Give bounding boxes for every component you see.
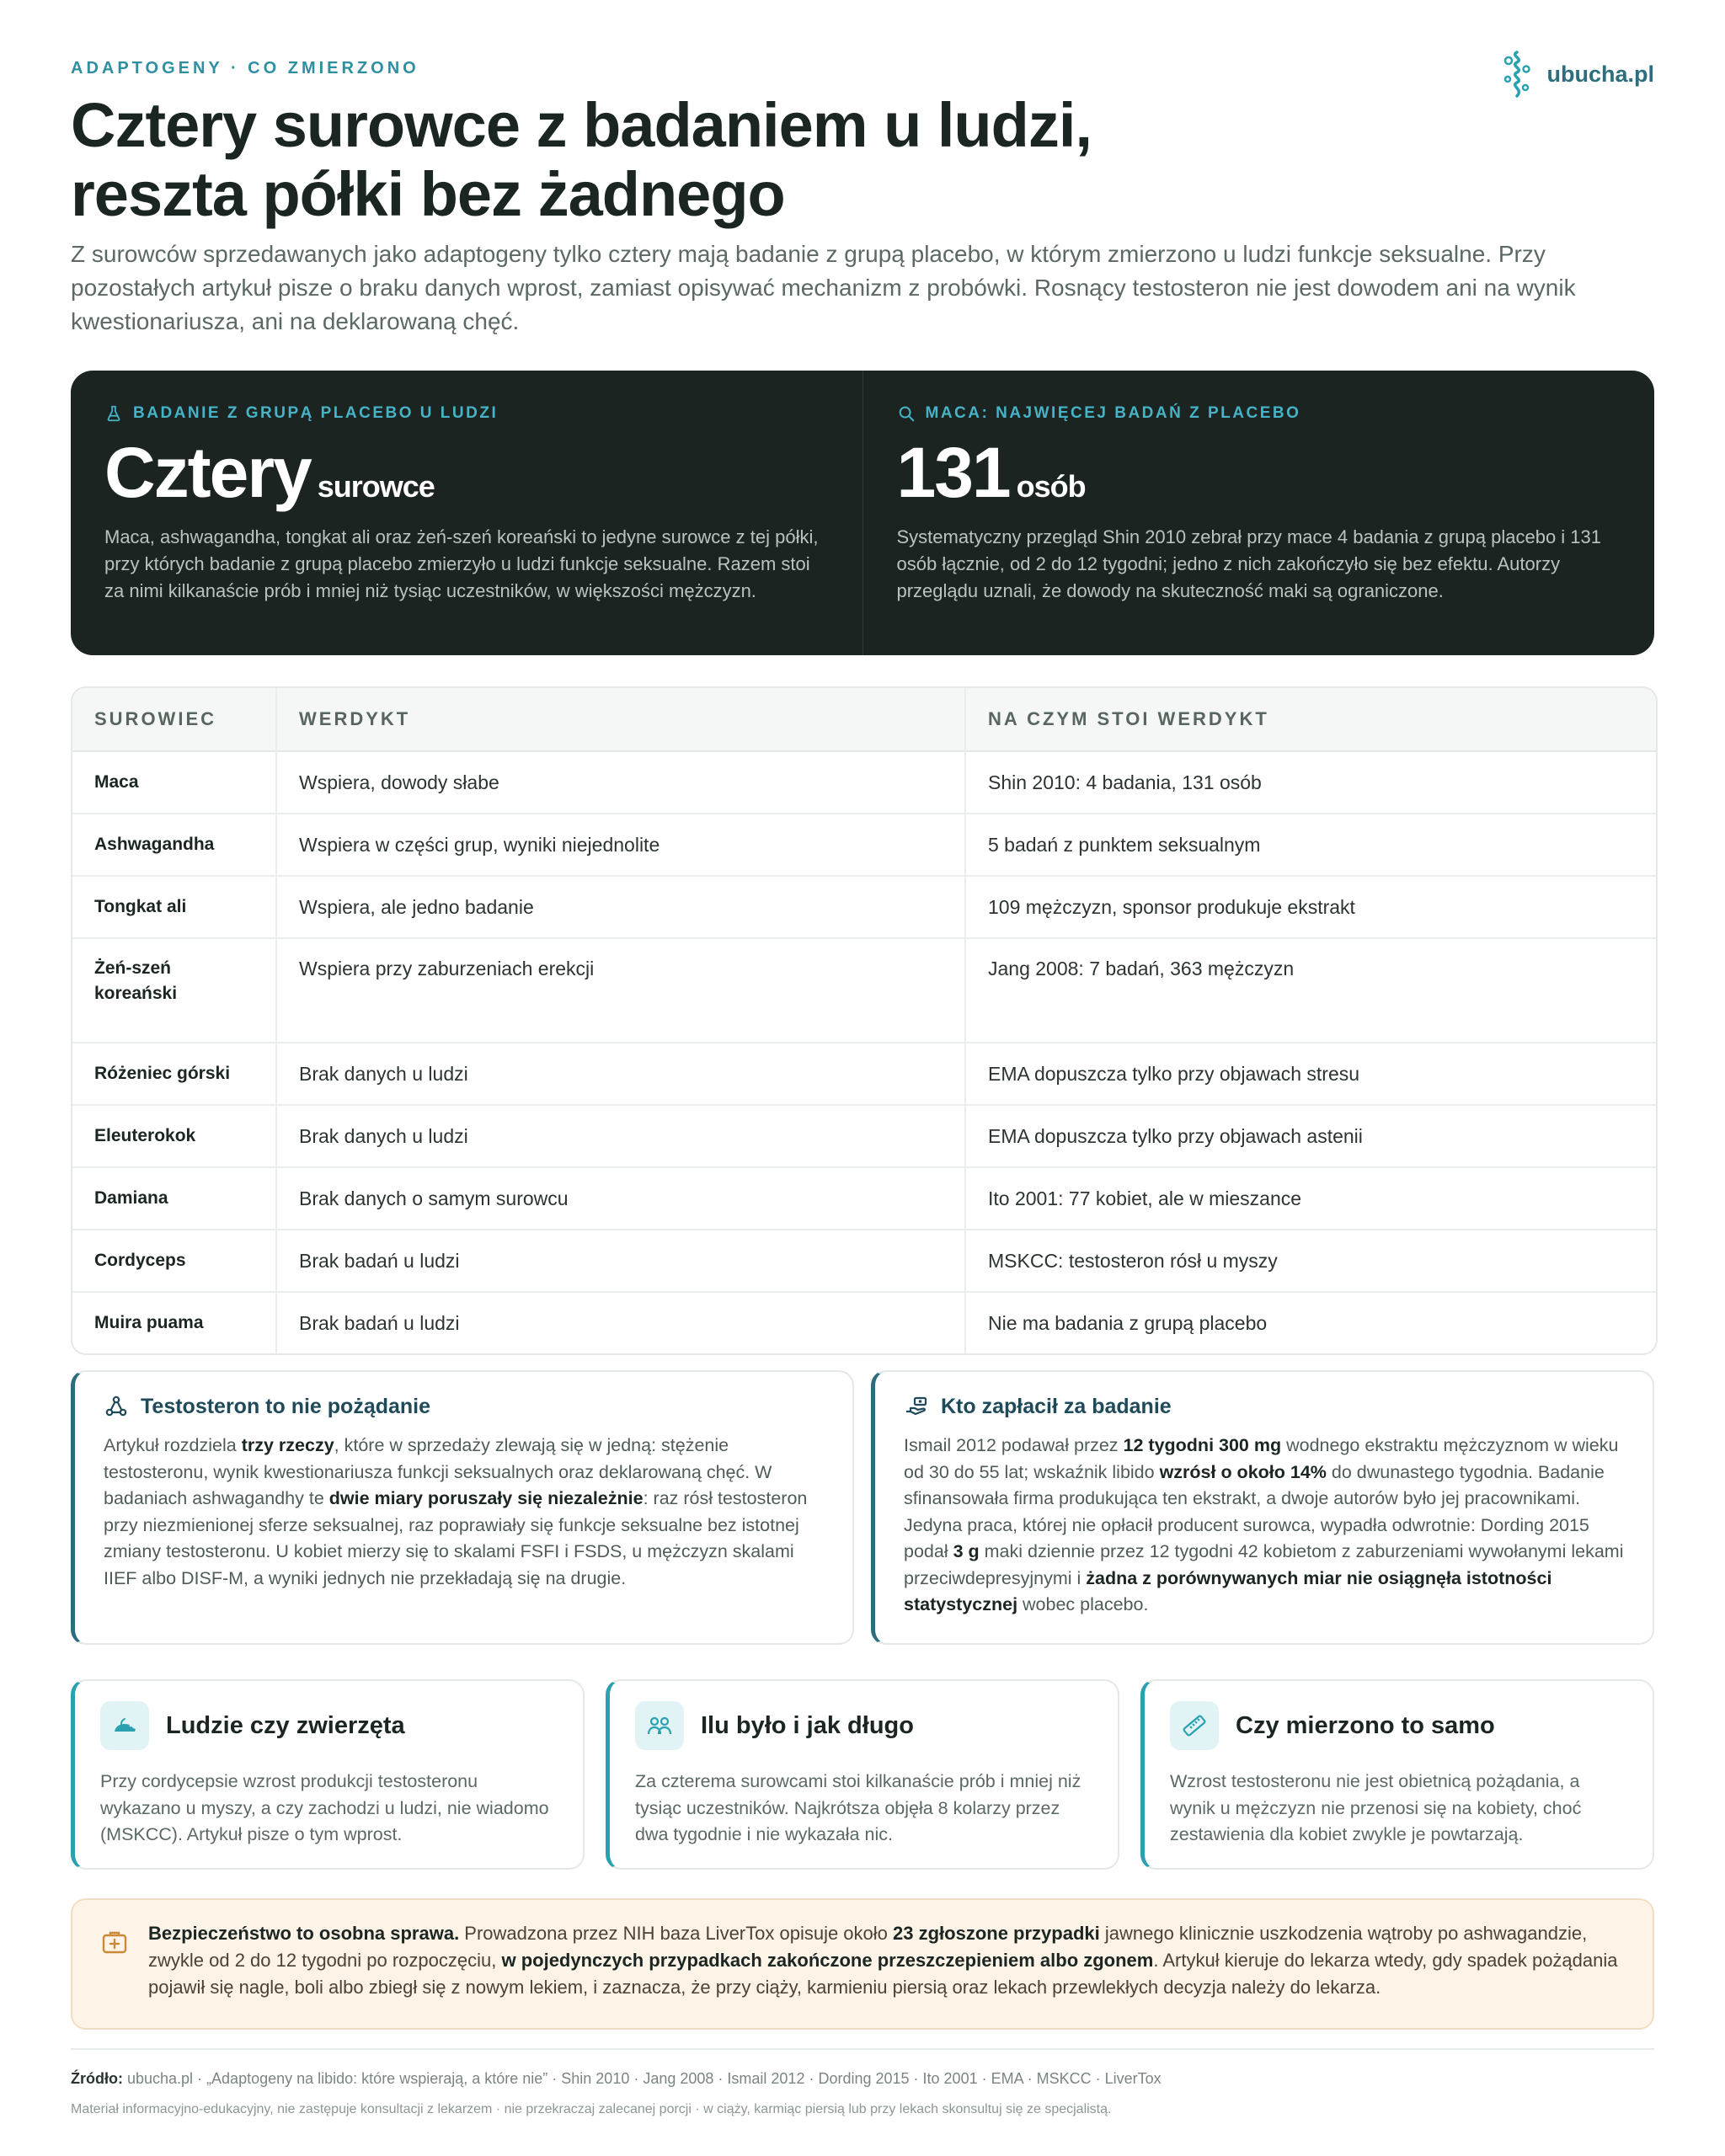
page-title [71,91,1092,229]
hero-big-left [104,435,829,510]
basis-cell: 5 badań z punktem seksualnym [965,814,1656,876]
safety-notice [71,1898,1654,2030]
text-run: , które w sprzedaży zlewają się w jedną: stężenie testosteronu, wynik kwestionariusza funkcji seksualnych oraz deklarowaną chęć. W badaniach ashwagandhy te [104,1435,772,1508]
basis-cell: Shin 2010: 4 badania, 131 osób [965,751,1656,814]
table-row [72,1230,1656,1292]
hero-stat-maca [862,371,1655,655]
hero-unit-left: surowce [317,469,435,504]
card-humans-vs-animals [71,1679,585,1870]
source-line [71,2070,1162,2088]
verdict-cell: Brak danych u ludzi [276,1043,965,1105]
card-same-measure [1140,1679,1654,1870]
kombucha-logo-icon [1498,49,1535,99]
hero-desc-left: Maca, ashwagandha, tongkat ali oraz żeń-szeń koreański to jedyne surowce z tej półki, przy których badanie z grupą placebo zmierzyło u ludzi funkcje seksualne. Razem stoi za nimi kilkanaście prób i mniej niż tysiąc uczestników, w większości mężczyzn. [104,526,819,601]
ingredient-name: Damiana [72,1167,276,1230]
card-body: Za czterema surowcami stoi kilkanaście prób i mniej niż tysiąc uczestników. Najkrótsza objęła 8 kolarzy przez dwa tygodnie i nie wykazała nic. [635,1771,1081,1844]
ruler-icon [1170,1701,1219,1750]
ingredient-name: Żeń-szeń koreański [72,938,276,1043]
text-run: Prowadzona przez NIH baza LiverTox opisuje około [459,1923,894,1944]
card-title: Ludzie czy zwierzęta [166,1711,405,1739]
brand-logo[interactable] [1498,49,1655,99]
basis-cell: EMA dopuszcza tylko przy objawach astenii [965,1105,1656,1167]
text-run: . Artykuł kieruje do lekarza wtedy, gdy spadek pożądania pojawił się nagle, boli albo zbiegł się z nowym lekiem, i zaznacza, że przy ciąży, karmieniu piersią oraz lekach przewlekłych decyzja należy do lekarza. [148,1950,1618,1998]
bold-run: Bezpieczeństwo to osobna sprawa. [148,1923,460,1944]
bold-run: dwie miary poruszały się niezależnie [328,1488,644,1508]
brand-name: ubucha.pl [1546,61,1654,87]
hero-unit-right: osób [1016,469,1086,504]
ingredient-name: Eleuterokok [72,1105,276,1167]
hero-number-right: 131 [896,433,1010,512]
ingredient-name: Maca [72,751,276,814]
first-aid-icon [101,1929,128,1956]
money-hand-icon [904,1394,929,1419]
ingredient-name: Ashwagandha [72,814,276,876]
basis-cell: 109 mężczyzn, sponsor produkuje ekstrakt [965,876,1656,938]
verdict-cell: Wspiera przy zaburzeniach erekcji [276,938,965,1043]
ingredient-name: Muira puama [94,1313,204,1332]
bold-run: żadna z porównywanych miar nie osiągnęła istotności statystycznej [904,1567,1552,1614]
hero-desc-right: Systematyczny przegląd Shin 2010 zebrał przy mace 4 badania z grupą placebo i 131 osób łącznie, od 2 do 12 tygodni; jedno z nich zakończyło się bez efektu. Autorzy przeglądu uznali, że dowody na skuteczność maki są ograniczone. [896,526,1601,601]
title-line-1: Cztery surowce z badaniem u ludzi, [71,90,1092,160]
flask-icon [104,404,123,423]
hero-panel [71,371,1654,655]
hero-label-left [104,404,829,423]
info-box-funding [871,1370,1654,1645]
text-run: wodnego ekstraktu mężczyznom w wieku od 30 do 55 lat; wskaźnik libido [904,1435,1619,1482]
text-run: do dwunastego tygodnia. Badanie sfinansowała firma produkująca ten ekstrakt, a dwoje autorów było jej pracownikami. Jedyna praca, której nie opłacił producent surowca, wypadła odwrotnie: Dording 2015 podał [904,1461,1605,1561]
verdict-cell: Wspiera, dowody słabe [276,751,965,814]
lead-paragraph: Z surowców sprzedawanych jako adaptogeny tylko cztery mają badanie z grupą placebo, w którym zmierzono u ludzi funkcje seksualne. Przy pozostałych artykuł pisze o braku danych wprost, zamiast opisywać mechanizm z probówki. Rosnący testosteron nie jest dowodem ani na wynik kwestionariusza, ani na deklarowaną chęć. [71,241,1576,334]
ingredient-name: Cordyceps [72,1230,276,1292]
hero-label-right-text: MACA: NAJWIĘCEJ BADAŃ Z PLACEBO [925,404,1301,422]
table-row [72,751,1656,814]
table-row [72,1167,1656,1230]
basis-cell: EMA dopuszcza tylko przy objawach stresu [965,1043,1656,1105]
table-row [72,1292,1656,1353]
info-title-right [904,1394,1624,1419]
ingredient-name: Tongkat ali [72,876,276,938]
info-body-right [904,1433,1624,1619]
bold-run: 12 tygodni 300 mg [1123,1435,1282,1455]
verdict-table [71,686,1658,1355]
disclaimer: Materiał informacyjno-edukacyjny, nie zastępuje konsultacji z lekarzem · nie przekraczaj zalecanej porcji · w ciąży, karmiąc piersią lub przy lekach skonsultuj się ze specjalistą. [71,2102,1112,2116]
basis-cell: Jang 2008: 7 badań, 363 mężczyzn [965,938,1656,1043]
hero-big-right [897,435,1621,510]
verdict-cell: Brak danych u ludzi [276,1105,965,1167]
eyebrow: ADAPTOGENY · CO ZMIERZONO [71,59,419,77]
col-header-basis: NA CZYM STOI WERDYKT [965,688,1656,751]
source-label: Źródło: [71,2070,123,2087]
text-run: Ismail 2012 podawał przez [904,1435,1124,1455]
hero-label-left-text: BADANIE Z GRUPĄ PLACEBO U LUDZI [133,404,499,422]
verdict-cell: Brak badań u ludzi [276,1292,965,1353]
text-run: : raz rósł testosteron przy niezmienionej sferze seksualnej, raz poprawiały się funkcje seksualne bez istotnej zmiany testosteronu. U kobiet mierzy się to skalami FSFI i FSDS, u mężczyzn skalami IIEF albo DISF-M, a wyniki jednych nie przekładają się na drugie. [104,1488,808,1588]
basis-cell: Ito 2001: 77 kobiet, ale w mieszance [965,1167,1656,1230]
footer-divider [71,2048,1654,2050]
people-icon [635,1701,684,1750]
info-title-left [104,1394,824,1419]
info-body-left [104,1433,824,1592]
hero-stat-placebo [71,371,862,655]
col-header-ingredient: SUROWIEC [72,688,276,751]
card-body: Przy cordycepsie wzrost produkcji testosteronu wykazano u myszy, a czy zachodzi u ludzi, nie wiadomo (MSKCC). Artykuł pisze o tym wprost. [100,1771,549,1844]
molecule-icon [104,1394,129,1419]
verdict-cell: Wspiera, ale jedno badanie [276,876,965,938]
card-title: Czy mierzono to samo [1236,1711,1495,1739]
hero-label-right [897,404,1621,423]
source-text: ubucha.pl · „Adaptogeny na libido: które wspierają, a które nie” · Shin 2010 · Jang 2008 · Ismail 2012 · Dording 2015 · Ito 2001 · EMA · MSKCC · LiverTox [122,2070,1162,2087]
text-run: maki dziennie przez 12 tygodni 42 kobietom z zaburzeniami wywołanymi lekami przeciwdepresyjnymi i [904,1541,1624,1588]
text-run: wobec placebo. [1017,1594,1149,1614]
info-title-right-text: Kto zapłacił za badanie [941,1394,1172,1418]
card-title: Ilu było i jak długo [701,1711,914,1739]
info-box-testosterone [71,1370,854,1645]
table-row [72,1043,1656,1105]
table-row [72,876,1656,938]
col-header-verdict: WERDYKT [276,688,965,751]
table-row [72,814,1656,876]
table-row [72,1105,1656,1167]
bold-run: 23 zgłoszone przypadki [893,1923,1100,1944]
bold-run: wzrósł o około 14% [1159,1461,1327,1482]
text-run: jawnego klinicznie uszkodzenia wątroby po ashwagandzie, zwykle od 2 do 12 tygodni po rozpoczęciu, [148,1923,1588,1971]
basis-cell: Nie ma badania z grupą placebo [965,1292,1656,1353]
verdict-cell: Brak danych o samym surowcu [276,1167,965,1230]
card-how-many [606,1679,1119,1870]
info-title-left-text: Testosteron to nie pożądanie [141,1394,431,1418]
ingredient-name: Różeniec górski [72,1043,276,1105]
table-row [72,938,1656,1043]
card-body: Wzrost testosteronu nie jest obietnicą pożądania, a wynik u mężczyzn nie przenosi się na kobiety, choć zestawienia dla kobiet zwykle je powtarzają. [1170,1771,1582,1844]
table-header-row [72,688,1656,751]
bold-run: trzy rzeczy [241,1435,334,1455]
search-icon [897,404,916,423]
bold-run: 3 g [953,1541,980,1561]
verdict-cell: Brak badań u ludzi [276,1230,965,1292]
animal-icon [100,1701,149,1750]
basis-cell: MSKCC: testosteron rósł u myszy [965,1230,1656,1292]
bold-run: w pojedynczych przypadkach zakończone przeszczepieniem albo zgonem [501,1950,1154,1971]
text-run: Artykuł rozdziela [104,1435,242,1455]
verdict-cell: Wspiera w części grup, wyniki niejednolite [276,814,965,876]
hero-number-left: Cztery [104,433,311,512]
title-line-2: reszta półki bez żadnego [71,159,785,229]
